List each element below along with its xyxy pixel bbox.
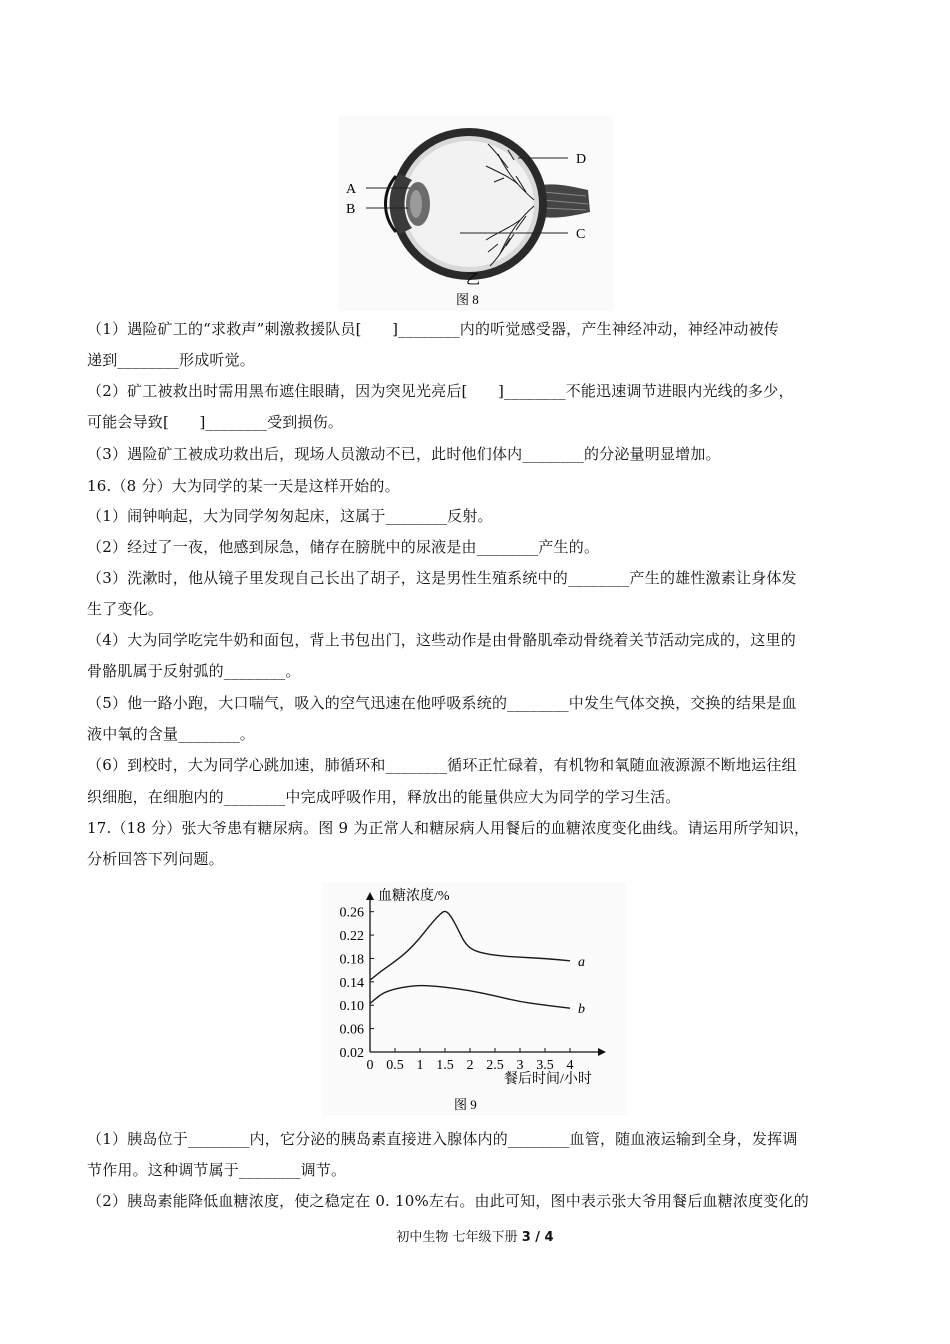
x-tick-label: 3	[516, 1058, 524, 1073]
x-axis-label: 餐后时间/小时	[504, 1072, 592, 1087]
q16-6-line2: 织细胞，在细胞内的________中完成呼吸作用，释放出的能量供应大为同学的学习生活。	[87, 788, 681, 806]
y-tick-label: 0.22	[339, 929, 364, 945]
eye-diagram-figure-8	[338, 116, 613, 311]
y-tick-label: 0.10	[339, 999, 364, 1015]
y-tick-label: 0.18	[339, 952, 364, 968]
q16-5-line1: （5）他一路小跑，大口喘气，吸入的空气迅速在他呼吸系统的________中发生气体交换，交换的结果是血	[87, 694, 797, 712]
q16-5-line2: 液中氧的含量________。	[87, 725, 256, 743]
q17-heading-line2: 分析回答下列问题。	[87, 850, 224, 868]
x-tick-label: 0	[366, 1058, 374, 1073]
y-tick-label: 0.26	[339, 905, 364, 921]
q15-1-line2: 递到________形成听觉。	[87, 351, 256, 369]
label-d: D	[576, 152, 587, 167]
label-c: C	[576, 227, 586, 242]
series-label-a: a	[578, 954, 585, 970]
x-tick-label: 2.5	[486, 1058, 504, 1073]
q16-3-line1: （3）洗漱时，他从镜子里发现自己长出了胡子，这是男性生殖系统中的________产生的雄性激素让身体发	[87, 569, 797, 587]
x-tick-label: 2	[466, 1058, 474, 1073]
x-tick-label: 0.5	[386, 1058, 404, 1073]
q16-4-line1: （4）大为同学吃完牛奶和面包，背上书包出门，这些动作是由骨骼肌牵动骨绕着关节活动完成的，这里的	[87, 631, 796, 649]
q16-4-line2: 骨骼肌属于反射弧的________。	[87, 662, 301, 680]
label-b: B	[346, 202, 356, 217]
q16-6-line1: （6）到校时，大为同学心跳加速，肺循环和________循环正忙碌着，有机物和氧随血液源源不断地运往组	[87, 756, 797, 774]
q15-1-line1: （1）遇险矿工的“求救声”刺激救援队员[ ]________内的听觉感受器，产生神经冲动，神经冲动被传	[87, 320, 779, 338]
figure-caption: 图 8	[456, 292, 479, 307]
blood-sugar-chart-figure-9	[322, 882, 627, 1116]
y-tick-label: 0.14	[339, 975, 364, 991]
x-tick-label: 1.5	[436, 1058, 454, 1073]
q16-1-line: （1）闹钟响起，大为同学匆匆起床，这属于________反射。	[87, 507, 493, 525]
q17-2-line1: （2）胰岛素能降低血糖浓度，使之稳定在 0. 10%左右。由此可知，图中表示张大爷用餐后血糖浓度变化的	[87, 1192, 809, 1210]
chart-caption: 图 9	[454, 1097, 477, 1112]
q17-heading-line1: 17.（18 分）张大爷患有糖尿病。图 9 为正常人和糖尿病人用餐后的血糖浓度变化曲线。请运用所学知识，	[87, 819, 810, 837]
q15-3-line: （3）遇险矿工被成功救出后，现场人员激动不已，此时他们体内________的分泌量明显增加。	[87, 445, 721, 463]
y-tick-label: 0.02	[339, 1046, 364, 1061]
q15-2-line1: （2）矿工被救出时需用黑布遮住眼睛，因为突见光亮后[ ]________不能迅速调节进眼内光线的多少，	[87, 382, 794, 400]
label-a: A	[346, 182, 357, 197]
x-tick-label: 3.5	[536, 1058, 554, 1073]
q17-1-line2: 节作用。这种调节属于________调节。	[87, 1161, 347, 1179]
series-label-b: b	[578, 1002, 585, 1018]
q17-1-line1: （1）胰岛位于________内，它分泌的胰岛素直接进入腺体内的________血管，随血液运输到全身，发挥调	[87, 1130, 798, 1148]
page-number: 3 / 4	[521, 1230, 554, 1245]
y-axis-label: 血糖浓度/%	[378, 889, 450, 904]
q16-3-line2: 生了变化。	[87, 600, 164, 618]
page-footer	[0, 1226, 950, 1245]
x-tick-label: 4	[566, 1058, 574, 1073]
q15-2-line2: 可能会导致[ ]________受到损伤。	[87, 413, 344, 431]
footer-title: 初中生物 七年级下册	[396, 1230, 522, 1245]
figure-sub-label: 乙	[466, 273, 480, 288]
q16-2-line: （2）经过了一夜，他感到尿急，储存在膀胱中的尿液是由________产生的。	[87, 538, 600, 556]
y-tick-label: 0.06	[339, 1022, 364, 1038]
q16-heading: 16.（8 分）大为同学的某一天是这样开始的。	[87, 477, 400, 495]
x-tick-label: 1	[416, 1058, 424, 1073]
